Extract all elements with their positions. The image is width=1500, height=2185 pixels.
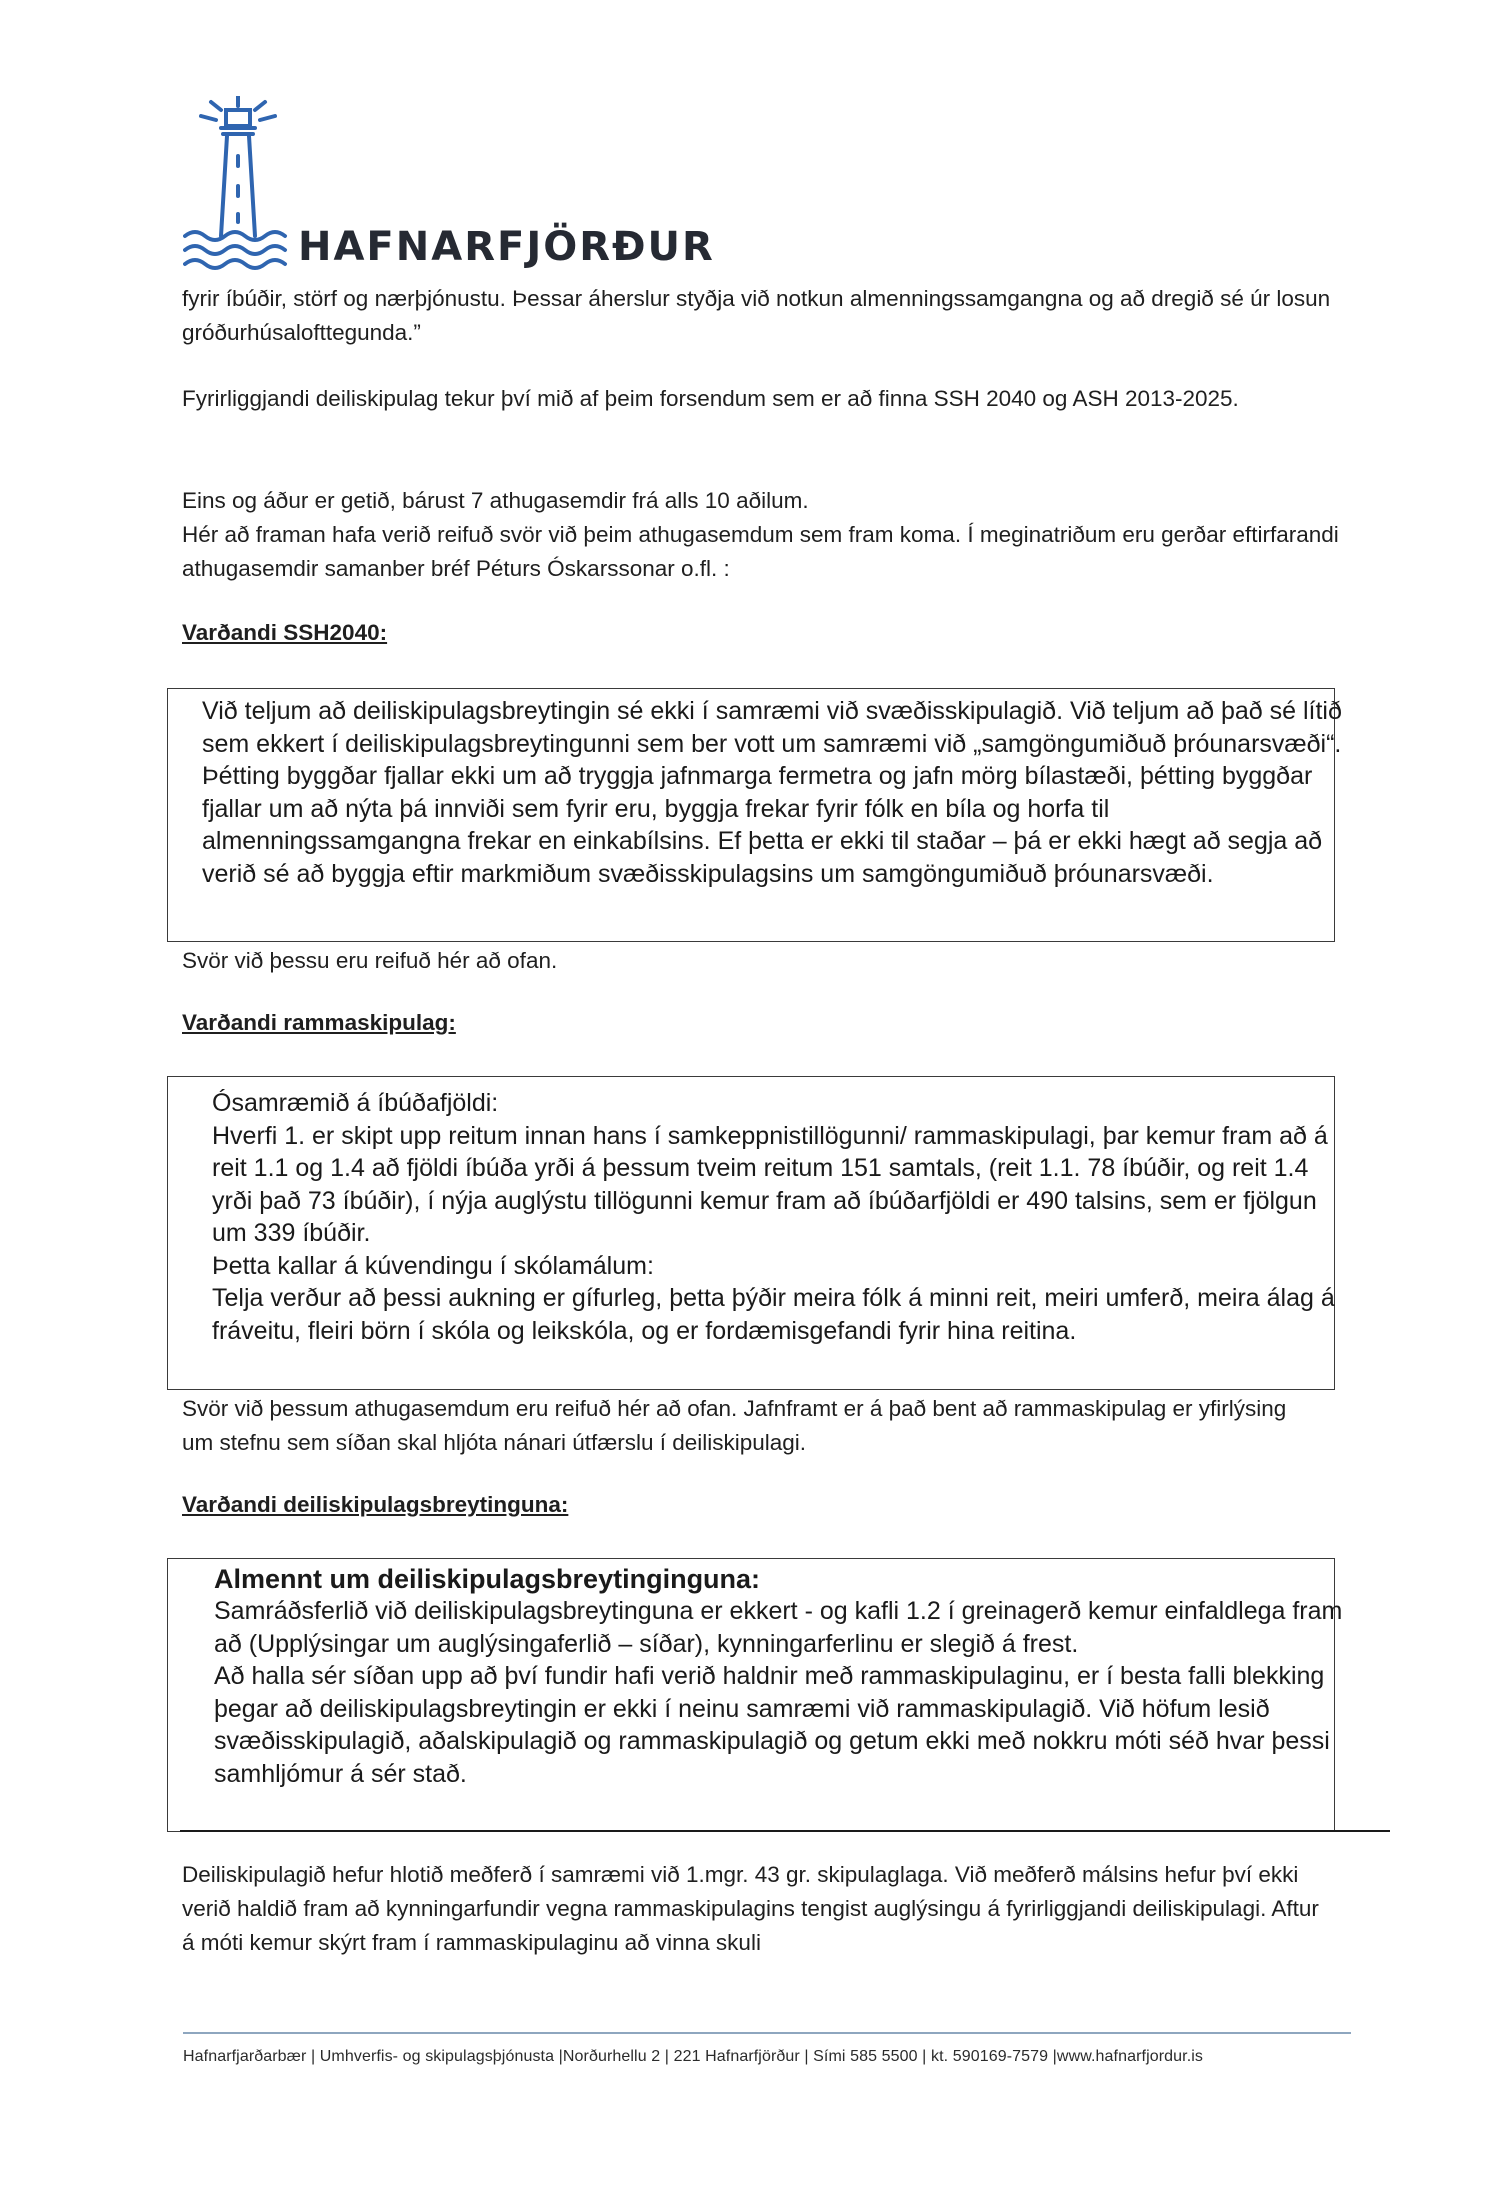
quote-rammaskipulag-body2: Telja verður að þessi aukning er gífurleg, þetta þýðir meira fólk á minni reit, meiri umferð, meira álag á fráveitu, fleiri börn í skóla og leikskóla, og er fordæmisgefandi fyrir hina reitina. (212, 1284, 1335, 1345)
reply-ssh2040: Svör við þessu eru reifuð hér að ofan. (182, 948, 558, 973)
lighthouse-icon (183, 96, 293, 271)
quote-rammaskipulag-body: Hverfi 1. er skipt upp reitum innan hans í samkeppnistillögunni/ rammaskipulagi, þar kemur fram að á reit 1.1 og 1.4 að fjöldi íbúða yrði á þessum tveim reitum 151 samtals, (reit 1.1. 78 íbúðir, og reit 1.4 yrði það 73 íbúðir), í nýja auglýstu tillögunni kemur fram að íbúðarfjöldi er 490 talsins, sem er fjölgun um 339 íbúðir. (212, 1121, 1328, 1247)
quote-rammaskipulag-subtitle: Þetta kallar á kúvendingu í skólamálum: (212, 1251, 654, 1280)
logo-wordmark: HAFNARFJÖRÐUR (298, 224, 715, 270)
quote-ssh2040-text: Við teljum að deiliskipulagsbreytingin sé ekki í samræmi við svæðisskipulagið. Við teljum að það sé lítið sem ekkert í deiliskipulagsbreytingunni sem ber vott um samræmi við „samgöngumiðuð þróunarsvæði“. Þétting byggðar fjallar ekki um að tryggja jafnmarga fermetra og jafn mörg bílastæði, þétting byggðar fjallar um að nýta þá innviði sem fyrir eru, byggja frekar fyrir fólk en bíla og horfa til almenningssamgangna frekar en einkabílsins. Ef þetta er ekki til staðar – þá er ekki hægt að segja að verið sé að byggja eftir markmiðum svæðisskipulagsins um samgöngumiðuð þróunarsvæði. (202, 697, 1342, 888)
hafnarfjordur-logo (183, 96, 715, 276)
quote-rammaskipulag-title: Ósamræmið á íbúðafjöldi: (212, 1089, 499, 1117)
footer-contact: Hafnarfjarðarbær | Umhverfis- og skipulagsþjónusta |Norðurhellu 2 | 221 Hafnarfjörður | Sími 585 5500 | kt. 590169-7579 |www.hafnarfjordur.is (183, 2048, 1203, 2065)
quote-box-underline (180, 1830, 1390, 1832)
reply-rammaskipulag: Svör við þessum athugasemdum eru reifuð hér að ofan. Jafnframt er á það bent að rammaskipulag er yfirlýsing um stefnu sem síðan skal hljóta nánari útfærslu í deiliskipulagi. (182, 1396, 1287, 1455)
paragraph-forsendur: Fyrirliggjandi deiliskipulag tekur því mið af þeim forsendum sem er að finna SSH 2040 og ASH 2013-2025. (182, 386, 1239, 411)
quote-deiliskipulag-title: Almennt um deiliskipulagsbreytinginguna: (214, 1564, 761, 1594)
quote-deiliskipulag-body1: Samráðsferlið við deiliskipulagsbreytinguna er ekkert - og kafli 1.2 í greinagerð kemur einfaldlega fram að (Upplýsingar um auglýsingaferlið – síðar), kynningarferlinu er slegið á frest. (214, 1597, 1343, 1658)
paragraph-intro: fyrir íbúðir, störf og nærþjónustu. Þessar áherslur styðja við notkun almenningssamgangna og að dregið sé úr losun gróðurhúsalofttegunda.” (182, 286, 1331, 345)
paragraph-athugasemdir-count: Eins og áður er getið, bárust 7 athugasemdir frá alls 10 aðilum. (182, 488, 809, 513)
quote-deiliskipulag-body2: Að halla sér síðan upp að því fundir hafi verið haldnir með rammaskipulaginu, er í besta falli blekking þegar að deiliskipulagsbreytingin er ekki í neinu samræmi við rammaskipulagið. Við höfum lesið svæðisskipulagið, aðalskipulagið og rammaskipulagið og getum ekki með nokkru móti séð hvar þessi samhljómur á sér stað. (214, 1662, 1330, 1788)
paragraph-final: Deiliskipulagið hefur hlotið meðferð í samræmi við 1.mgr. 43 gr. skipulaglaga. Við meðferð málsins hefur því ekki verið haldið fram að kynningarfundir vegna rammaskipulagins tengist auglýsingu á fyrirliggjandi deiliskipulagi. Aftur á móti kemur skýrt fram í rammaskipulaginu að vinna skuli (182, 1862, 1319, 1955)
quote-box-rammaskipulag (167, 1076, 1335, 1390)
paragraph-athugasemdir-summary: Hér að framan hafa verið reifuð svör við þeim athugasemdum sem fram koma. Í meginatriðum eru gerðar eftirfarandi athugasemdir samanber bréf Péturs Óskarssonar o.fl. : (182, 522, 1339, 581)
quote-box-deiliskipulagsbreytinguna (167, 1558, 1343, 1832)
heading-ssh2040: Varðandi SSH2040: (182, 620, 388, 645)
heading-rammaskipulag: Varðandi rammaskipulag: (182, 1010, 456, 1035)
footer-divider (183, 2032, 1351, 2034)
quote-box-ssh2040 (167, 688, 1342, 942)
heading-deiliskipulagsbreytinguna: Varðandi deiliskipulagsbreytinguna: (182, 1492, 569, 1517)
